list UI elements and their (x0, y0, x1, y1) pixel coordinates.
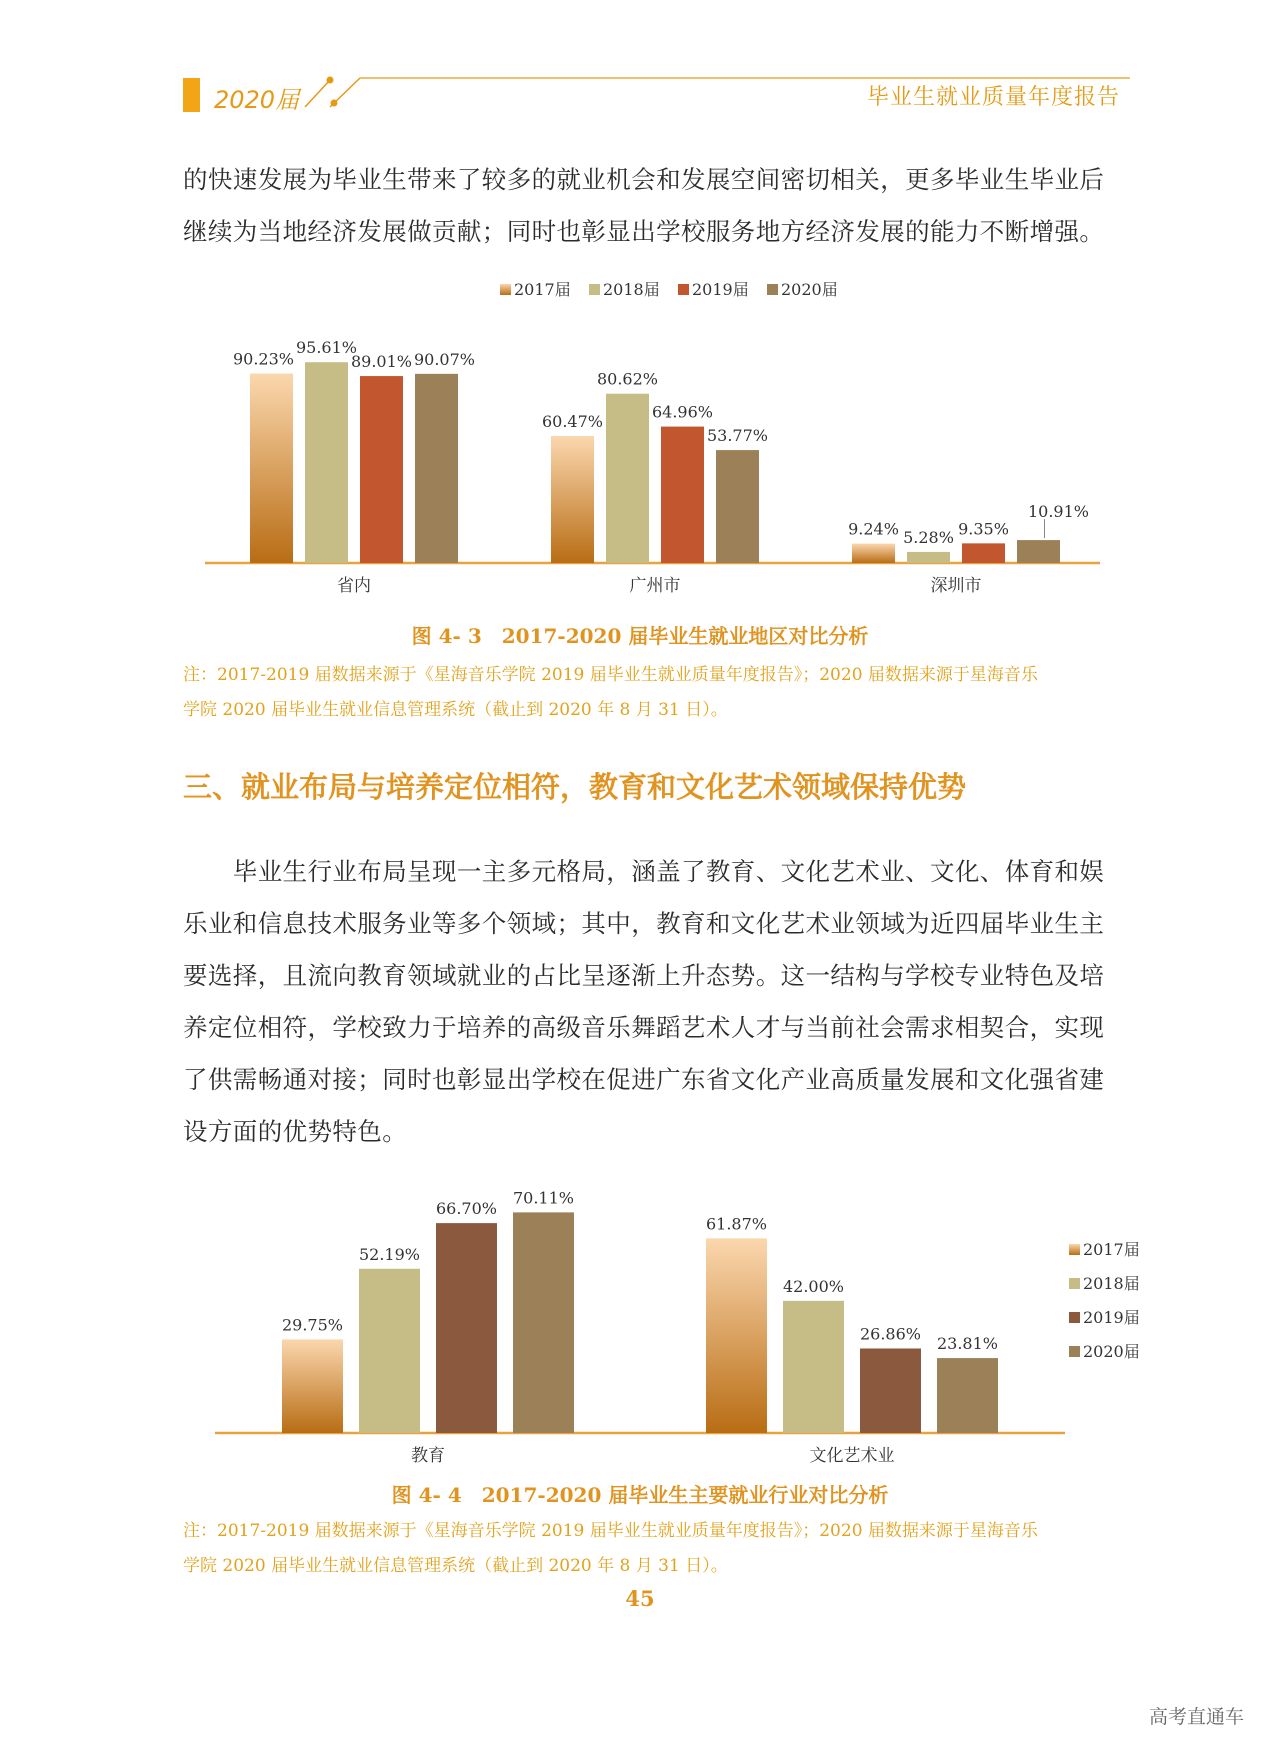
header-dot-top (327, 77, 334, 84)
bar (716, 450, 759, 563)
bar (1017, 540, 1060, 563)
category-label: 省内 (337, 576, 371, 596)
legend-label: 2018届 (603, 280, 660, 299)
page-number: 45 (625, 1586, 655, 1611)
note-line: 注：2017-2019 届数据来源于《星海音乐学院 2019 届毕业生就业质量年度报告》；2020 届数据来源于星海音乐 (183, 665, 1038, 685)
data-label: 10.91% (1027, 502, 1090, 522)
data-label: 70.11% (512, 1188, 575, 1208)
data-label: 66.70% (435, 1199, 498, 1219)
chart1-caption: 图 4- 3 2017-2020 届毕业生就业地区对比分析 (411, 624, 869, 648)
bar (359, 1269, 420, 1433)
legend-label: 2019届 (692, 280, 749, 299)
bar (860, 1348, 921, 1433)
chart-region-comparison (0, 270, 1280, 610)
bar (783, 1301, 844, 1433)
chart2-caption: 图 4- 4 2017-2020 届毕业生主要就业行业对比分析 (391, 1483, 889, 1507)
legend-label: 2018届 (1083, 1274, 1140, 1293)
legend-swatch (678, 284, 689, 295)
note-line: 学院 2020 届毕业生就业信息管理系统（截止到 2020 年 8 月 31 日）。 (183, 1556, 728, 1576)
paragraph-line: 的快速发展为毕业生带来了较多的就业机会和发展空间密切相关，更多毕业生毕业后 (183, 165, 1105, 194)
header-year: 2020届 (214, 86, 300, 114)
data-label: 42.00% (782, 1276, 845, 1296)
category-label: 深圳市 (930, 576, 982, 596)
legend-swatch (1069, 1312, 1080, 1323)
bar (661, 427, 704, 563)
category-label: 文化艺术业 (809, 1446, 895, 1466)
data-label: 89.01% (350, 352, 413, 372)
bar (937, 1358, 998, 1433)
legend-label: 2020届 (781, 280, 838, 299)
data-label: 9.35% (958, 519, 1009, 539)
bar (962, 543, 1005, 563)
bar (250, 374, 293, 563)
data-label: 29.75% (281, 1315, 344, 1335)
legend-swatch (1069, 1244, 1080, 1255)
bar (436, 1223, 497, 1433)
bar (513, 1212, 574, 1433)
chart-industry-comparison (0, 1165, 1280, 1470)
section-heading: 三、就业布局与培养定位相符，教育和文化艺术领域保持优势 (183, 770, 967, 804)
legend-label: 2020届 (1083, 1342, 1140, 1361)
legend-label: 2017届 (1083, 1240, 1140, 1259)
chart1-note (183, 658, 1038, 728)
data-label: 23.81% (936, 1334, 999, 1354)
paragraph-line: 设方面的优势特色。 (183, 1117, 408, 1146)
paragraph-line: 养定位相符，学校致力于培养的高级音乐舞蹈艺术人才与当前社会需求相契合，实现 (183, 1013, 1105, 1042)
watermark: 高考直通车 (1148, 1706, 1244, 1728)
paragraph-line: 了供需畅通对接；同时也彰显出学校在促进广东省文化产业高质量发展和文化强省建 (183, 1065, 1105, 1094)
data-label: 90.07% (413, 349, 476, 369)
chart2-note (183, 1514, 1038, 1584)
note-line: 注：2017-2019 届数据来源于《星海音乐学院 2019 届毕业生就业质量年度报告》；2020 届数据来源于星海音乐 (183, 1521, 1038, 1541)
bar (360, 376, 403, 563)
data-label: 80.62% (596, 369, 659, 389)
legend-swatch (589, 284, 600, 295)
data-label: 95.61% (295, 338, 358, 358)
data-label: 61.87% (705, 1214, 768, 1234)
data-label: 90.23% (232, 349, 295, 369)
legend-swatch (1069, 1346, 1080, 1357)
note-line: 学院 2020 届毕业生就业信息管理系统（截止到 2020 年 8 月 31 日）。 (183, 700, 728, 720)
data-label: 9.24% (848, 519, 899, 539)
legend-swatch (500, 284, 511, 295)
paragraph-line: 乐业和信息技术服务业等多个领域；其中，教育和文化艺术业领域为近四届毕业生主 (183, 909, 1105, 938)
data-label: 5.28% (903, 527, 954, 547)
paragraph-line: 毕业生行业布局呈现一主多元格局，涵盖了教育、文化艺术业、文化、体育和娱 (183, 857, 1105, 886)
bar (706, 1238, 767, 1433)
bar (282, 1339, 343, 1433)
bar (606, 394, 649, 563)
data-label: 52.19% (358, 1244, 421, 1264)
data-label: 60.47% (541, 412, 604, 432)
category-label: 教育 (411, 1446, 445, 1466)
bar (852, 544, 895, 563)
paragraph-line: 要选择，且流向教育领域就业的占比呈逐渐上升态势。这一结构与学校专业特色及培 (183, 961, 1105, 990)
header-title: 毕业生就业质量年度报告 (866, 85, 1120, 110)
data-label: 26.86% (859, 1324, 922, 1344)
header-slash-line (305, 80, 330, 107)
legend-swatch (1069, 1278, 1080, 1289)
header-dot-bottom (331, 100, 338, 107)
data-label: 64.96% (651, 402, 714, 422)
legend-label: 2017届 (514, 280, 571, 299)
paragraph-line: 继续为当地经济发展做贡献；同时也彰显出学校服务地方经济发展的能力不断增强。 (183, 217, 1105, 246)
bar (305, 362, 348, 563)
data-label: 53.77% (706, 426, 769, 446)
bar (551, 436, 594, 563)
bar (907, 552, 950, 563)
legend-label: 2019届 (1083, 1308, 1140, 1327)
paragraph-1 (183, 154, 1104, 258)
paragraph-2 (183, 846, 1104, 1158)
category-label: 广州市 (629, 576, 681, 596)
legend-swatch (767, 284, 778, 295)
bar (415, 374, 458, 563)
